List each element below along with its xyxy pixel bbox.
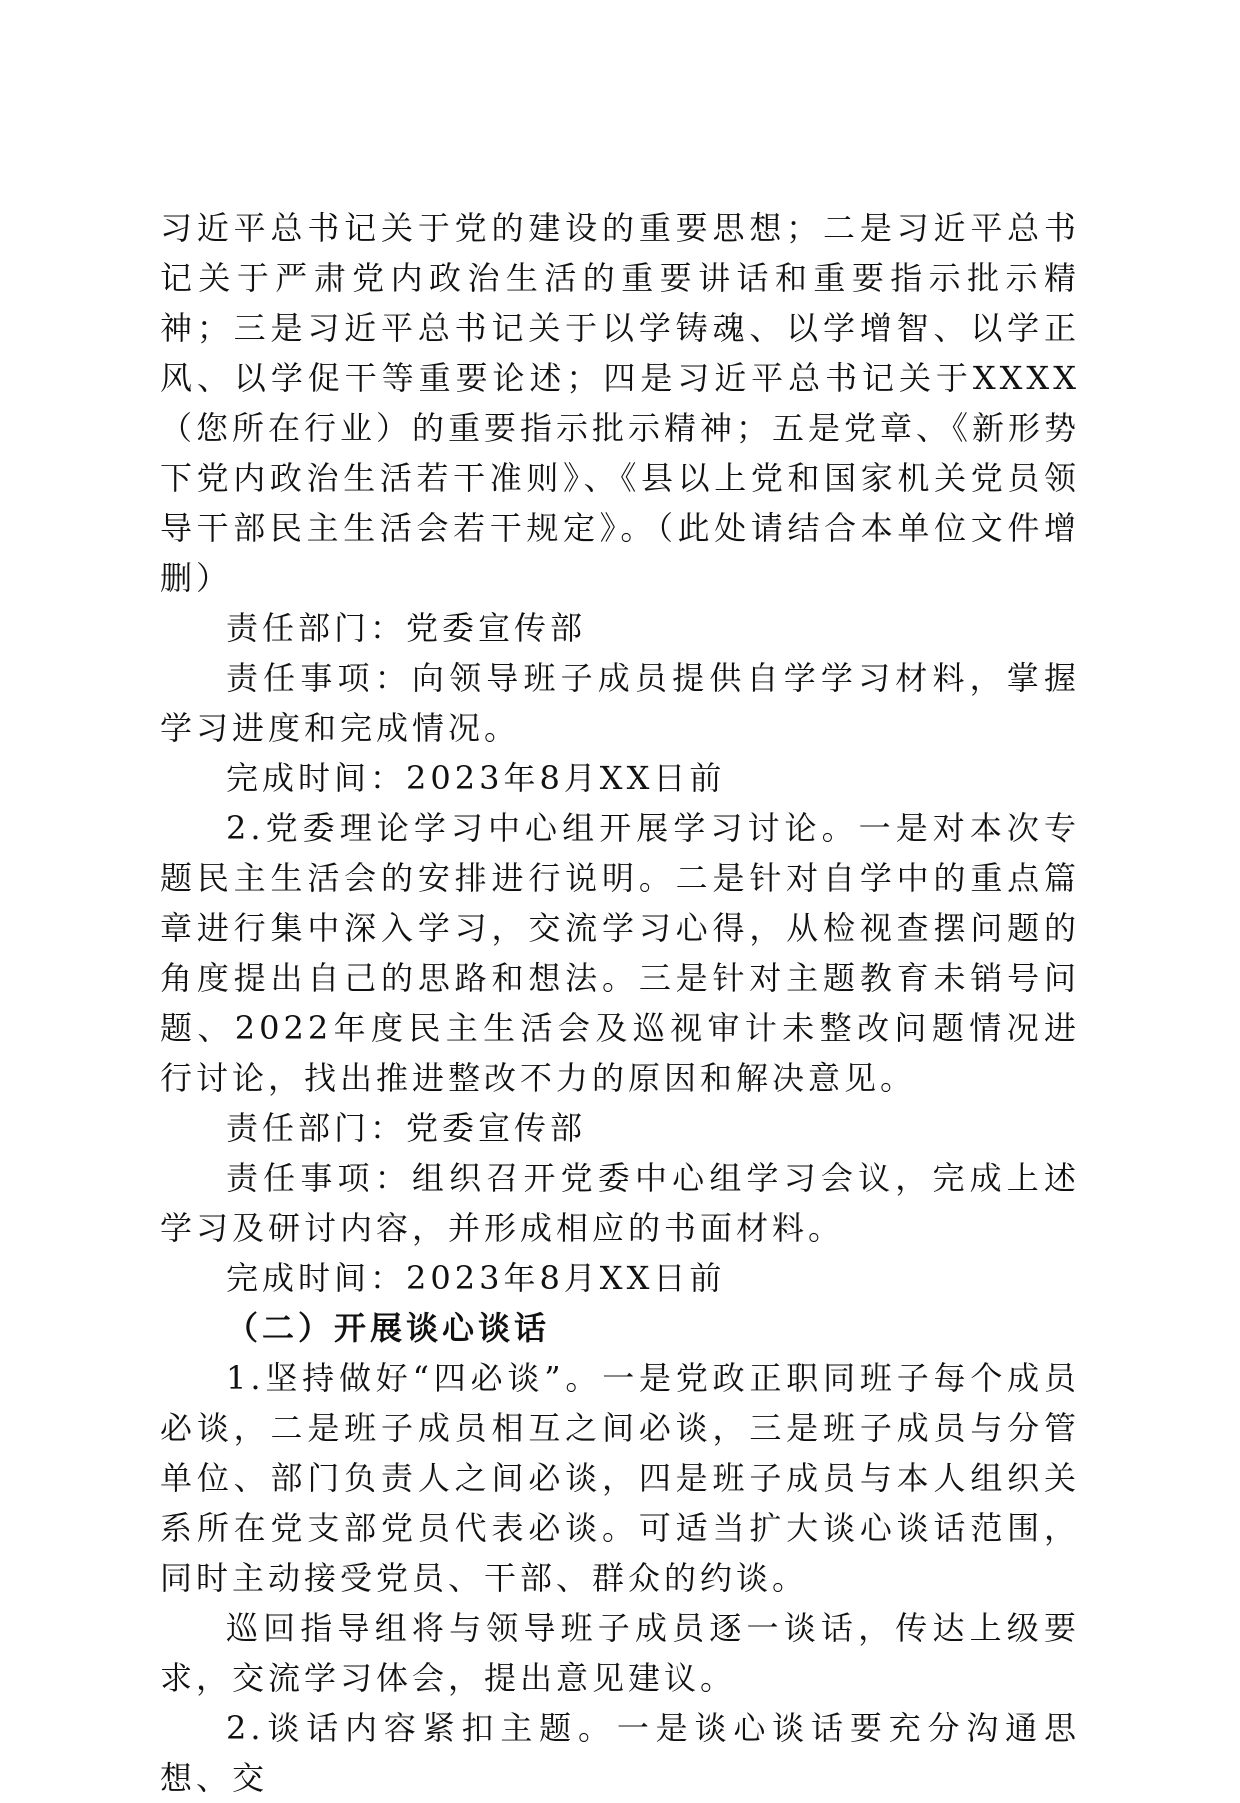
paragraph-item-2-study-discussion: 2.党委理论学习中心组开展学习讨论。一是对本次专题民主生活会的安排进行说明。二是针对自学中的重点篇章进行集中深入学习，交流学习心得，从检视查摆问题的角度提出自己的思路和想法。三是针对主题教育未销号问题、2022年度民主生活会及巡视审计未整改问题情况进行讨论，找出推进整改不力的原因和解决意见。 [160, 809, 1080, 1097]
document-page [160, 203, 1080, 1803]
paragraph-responsibility-2: 责任事项：组织召开党委中心组学习会议，完成上述学习及研讨内容，并形成相应的书面材料。 [160, 1159, 1080, 1247]
paragraph-deadline-1: 完成时间：2023年8月XX日前 [226, 759, 726, 797]
paragraph-item-1-four-talks: 1.坚持做好“四必谈”。一是党政正职同班子每个成员必谈，二是班子成员相互之间必谈，三是班子成员与分管单位、部门负责人之间必谈，四是班子成员与本人组织关系所在党支部党员代表必谈。可适当扩大谈心谈话范围，同时主动接受党员、干部、群众的约谈。 [160, 1359, 1080, 1597]
paragraph-inspection-group: 巡回指导组将与领导班子成员逐一谈话，传达上级要求，交流学习体会，提出意见建议。 [160, 1609, 1080, 1697]
paragraph-responsibility-1: 责任事项：向领导班子成员提供自学学习材料，掌握学习进度和完成情况。 [160, 659, 1080, 747]
paragraph-deadline-2: 完成时间：2023年8月XX日前 [226, 1259, 726, 1297]
paragraph-study-materials: 习近平总书记关于党的建设的重要思想；二是习近平总书记关于严肃党内政治生活的重要讲话和重要指示批示精神；三是习近平总书记关于以学铸魂、以学增智、以学正风、以学促干等重要论述；四是习近平总书记关于XXXX（您所在行业）的重要指示批示精神；五是党章、《新形势下党内政治生活若干准则》、《县以上党和国家机关党员领导干部民主生活会若干规定》。（此处请结合本单位文件增删） [160, 209, 1081, 597]
paragraph-responsible-dept-1: 责任部门：党委宣传部 [226, 609, 587, 647]
paragraph-item-2-talk-content: 2.谈话内容紧扣主题。一是谈心谈话要充分沟通思想、交 [160, 1709, 1080, 1797]
section-heading-talks: （二）开展谈心谈话 [226, 1309, 551, 1347]
paragraph-responsible-dept-2: 责任部门：党委宣传部 [226, 1109, 587, 1147]
